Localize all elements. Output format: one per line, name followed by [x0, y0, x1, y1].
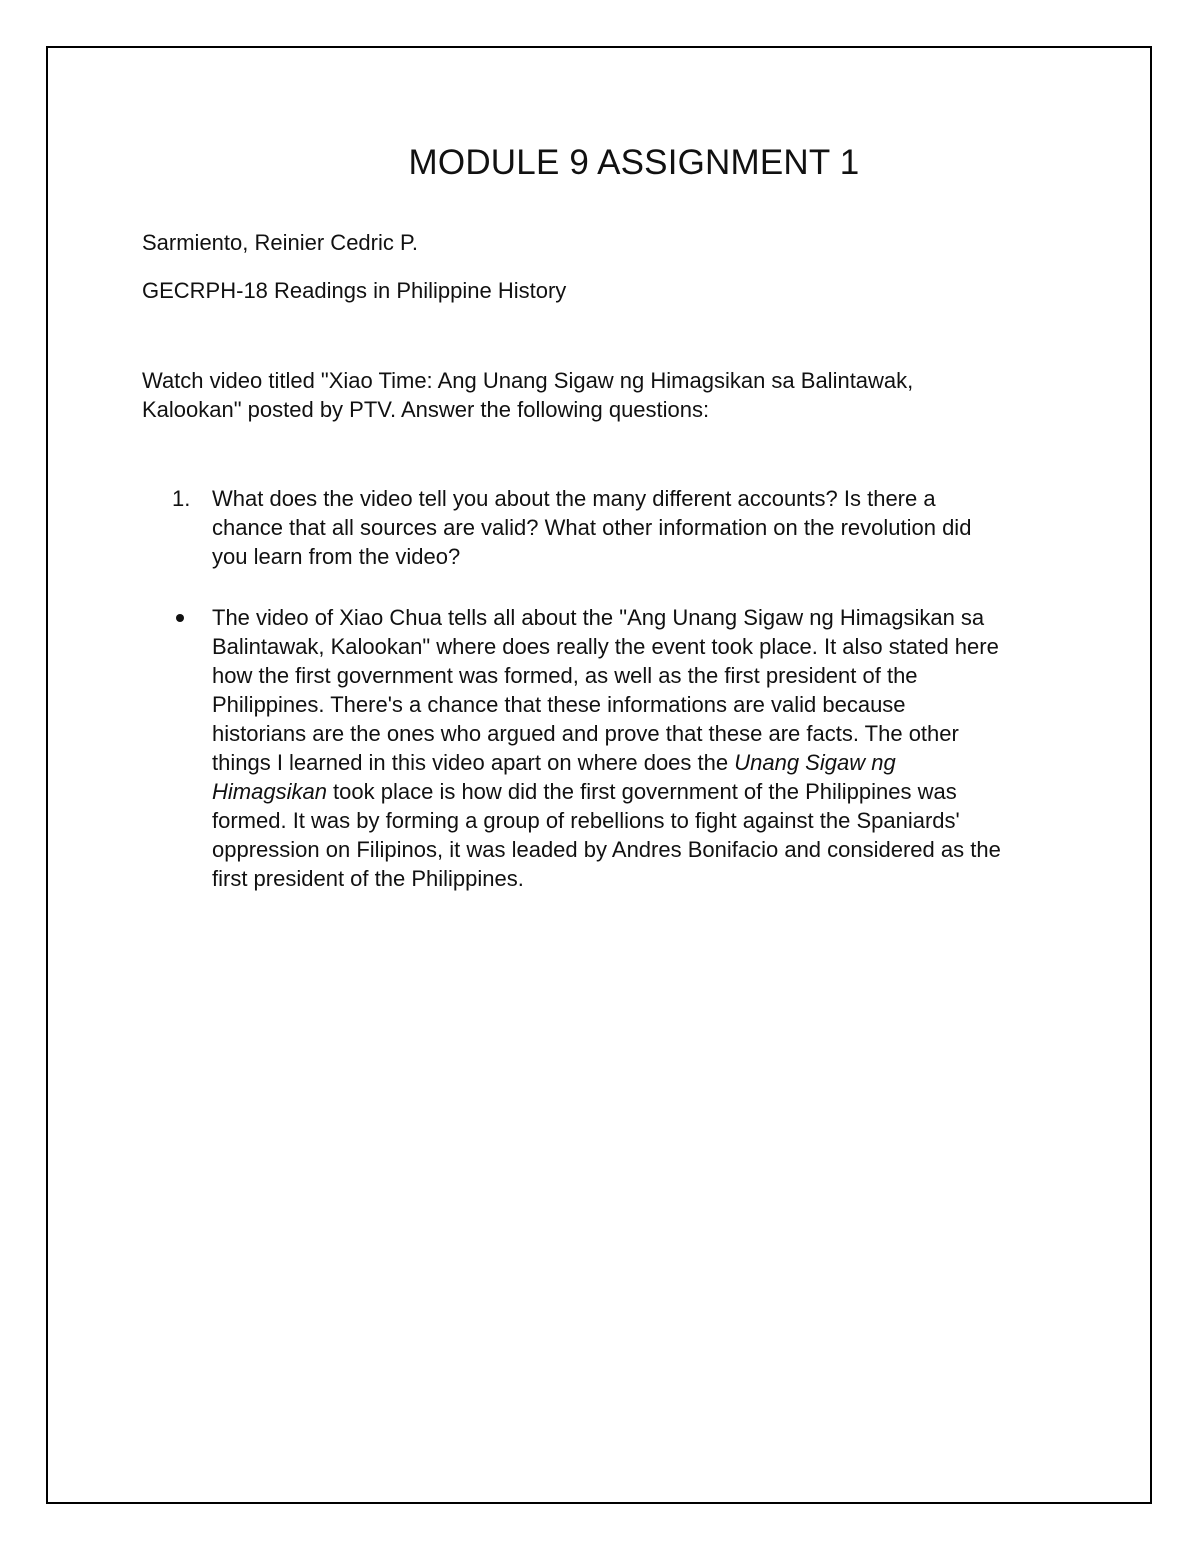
- answer-line: how the first government was formed, as well as the first president of the: [212, 663, 918, 688]
- answer-line: The video of Xiao Chua tells all about the "Ang Unang Sigaw ng Himagsikan sa: [212, 605, 985, 630]
- answer-line: historians are the ones who argued and prove that these are facts. The other: [212, 721, 959, 746]
- answer-line: Balintawak, Kalookan" where does really the event took place. It also stated here: [212, 634, 999, 659]
- instructions-paragraph: [142, 366, 1042, 424]
- author-name: Sarmiento, Reinier Cedric P.: [142, 230, 418, 255]
- course-name: GECRPH-18 Readings in Philippine History: [142, 278, 567, 303]
- bullet-icon: [176, 614, 184, 622]
- answer-line: [212, 748, 1072, 777]
- question-line: chance that all sources are valid? What other information on the revolution did: [212, 515, 972, 540]
- answer-text: [212, 603, 1072, 893]
- question-text: [212, 484, 1062, 571]
- question-line: What does the video tell you about the many different accounts? Is there a: [212, 486, 936, 511]
- question-line: you learn from the video?: [212, 544, 461, 569]
- answer-line: [212, 777, 1072, 806]
- answer-line: Philippines. There's a chance that these informations are valid because: [212, 692, 906, 717]
- page-title: MODULE 9 ASSIGNMENT 1: [408, 143, 860, 182]
- answer-line-text: took place is how did the first government of the Philippines was: [326, 779, 957, 804]
- answer-line: formed. It was by forming a group of rebellions to fight against the Spaniards': [212, 808, 960, 833]
- answer-line-text: things I learned in this video apart on where does the: [212, 750, 735, 775]
- answer-italic-phrase: Himagsikan: [212, 779, 327, 804]
- answer-italic-phrase: Unang Sigaw ng: [734, 750, 896, 775]
- question-number: 1.: [172, 486, 191, 511]
- answer-line: first president of the Philippines.: [212, 866, 524, 891]
- answer-line: oppression on Filipinos, it was leaded by Andres Bonifacio and considered as the: [212, 837, 1001, 862]
- instructions-line: Kalookan" posted by PTV. Answer the following questions:: [142, 397, 710, 422]
- instructions-line: Watch video titled "Xiao Time: Ang Unang Sigaw ng Himagsikan sa Balintawak,: [142, 368, 914, 393]
